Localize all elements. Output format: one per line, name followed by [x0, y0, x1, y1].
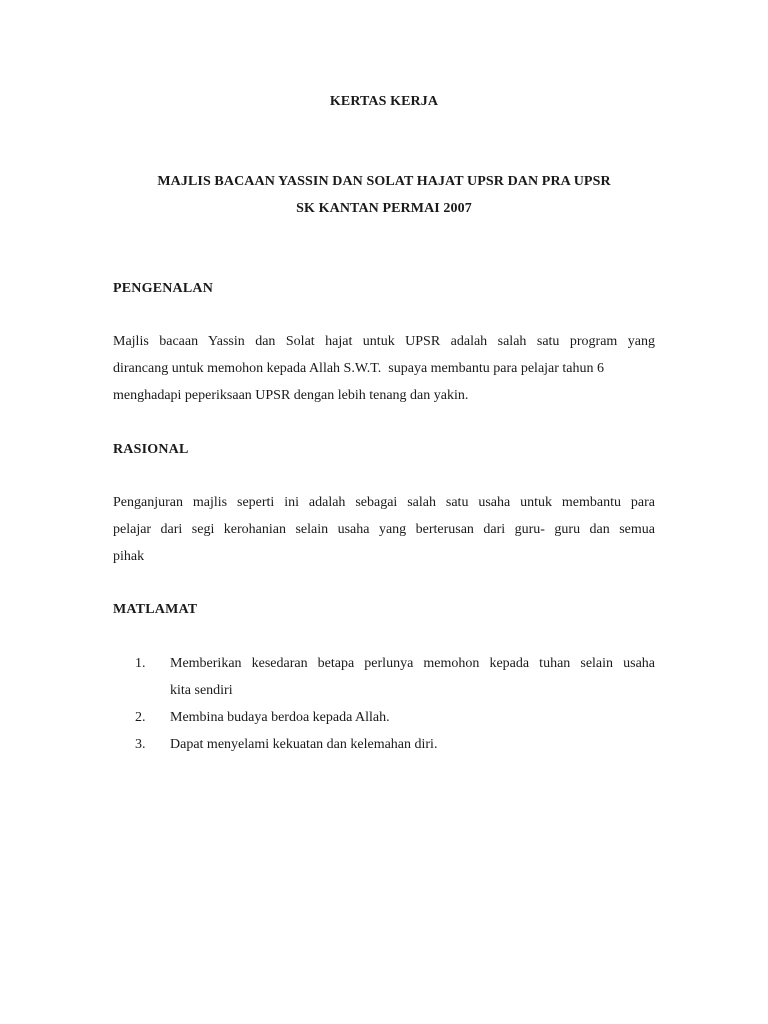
section-heading-matlamat: MATLAMAT — [113, 602, 198, 617]
paragraph-line: pihak — [113, 549, 145, 564]
section-heading-pengenalan: PENGENALAN — [113, 281, 214, 296]
list-item-number: 2. — [135, 710, 146, 725]
list-item-number: 1. — [135, 656, 146, 671]
paragraph-line: Penganjuran majlis seperti ini adalah sebagai salah satu usaha untuk membantu para — [113, 495, 655, 510]
list-item — [113, 650, 655, 704]
list-item-line: Dapat menyelami kekuatan dan kelemahan diri. — [170, 737, 438, 752]
list-item — [113, 704, 655, 731]
section-paragraph-pengenalan — [113, 328, 655, 409]
section-paragraph-rasional — [113, 489, 655, 570]
list-item-text — [170, 704, 655, 731]
section-heading-rasional: RASIONAL — [113, 442, 189, 457]
list-item-line: Memberikan kesedaran betapa perlunya memohon kepada tuhan selain usaha — [170, 656, 655, 671]
list-item-text — [170, 650, 655, 704]
paragraph-line: menghadapi peperiksaan UPSR dengan lebih tenang dan yakin. — [113, 388, 469, 403]
paragraph-line: pelajar dari segi kerohanian selain usaha yang berterusan dari guru- guru dan semua — [113, 522, 655, 537]
document-subtitle-line2: SK KANTAN PERMAI 2007 — [296, 201, 472, 216]
list-item-text — [170, 731, 655, 758]
list-item — [113, 731, 655, 758]
list-item-line: Membina budaya berdoa kepada Allah. — [170, 710, 390, 725]
document-subtitle-line1: MAJLIS BACAAN YASSIN DAN SOLAT HAJAT UPSR DAN PRA UPSR — [157, 174, 611, 189]
paragraph-line: Majlis bacaan Yassin dan Solat hajat untuk UPSR adalah salah satu program yang — [113, 334, 655, 349]
matlamat-list — [113, 650, 655, 758]
list-item-number: 3. — [135, 737, 146, 752]
list-item-line: kita sendiri — [170, 683, 233, 698]
document-title: KERTAS KERJA — [329, 94, 439, 109]
paragraph-line: dirancang untuk memohon kepada Allah S.W.T. supaya membantu para pelajar tahun 6 — [113, 361, 605, 376]
